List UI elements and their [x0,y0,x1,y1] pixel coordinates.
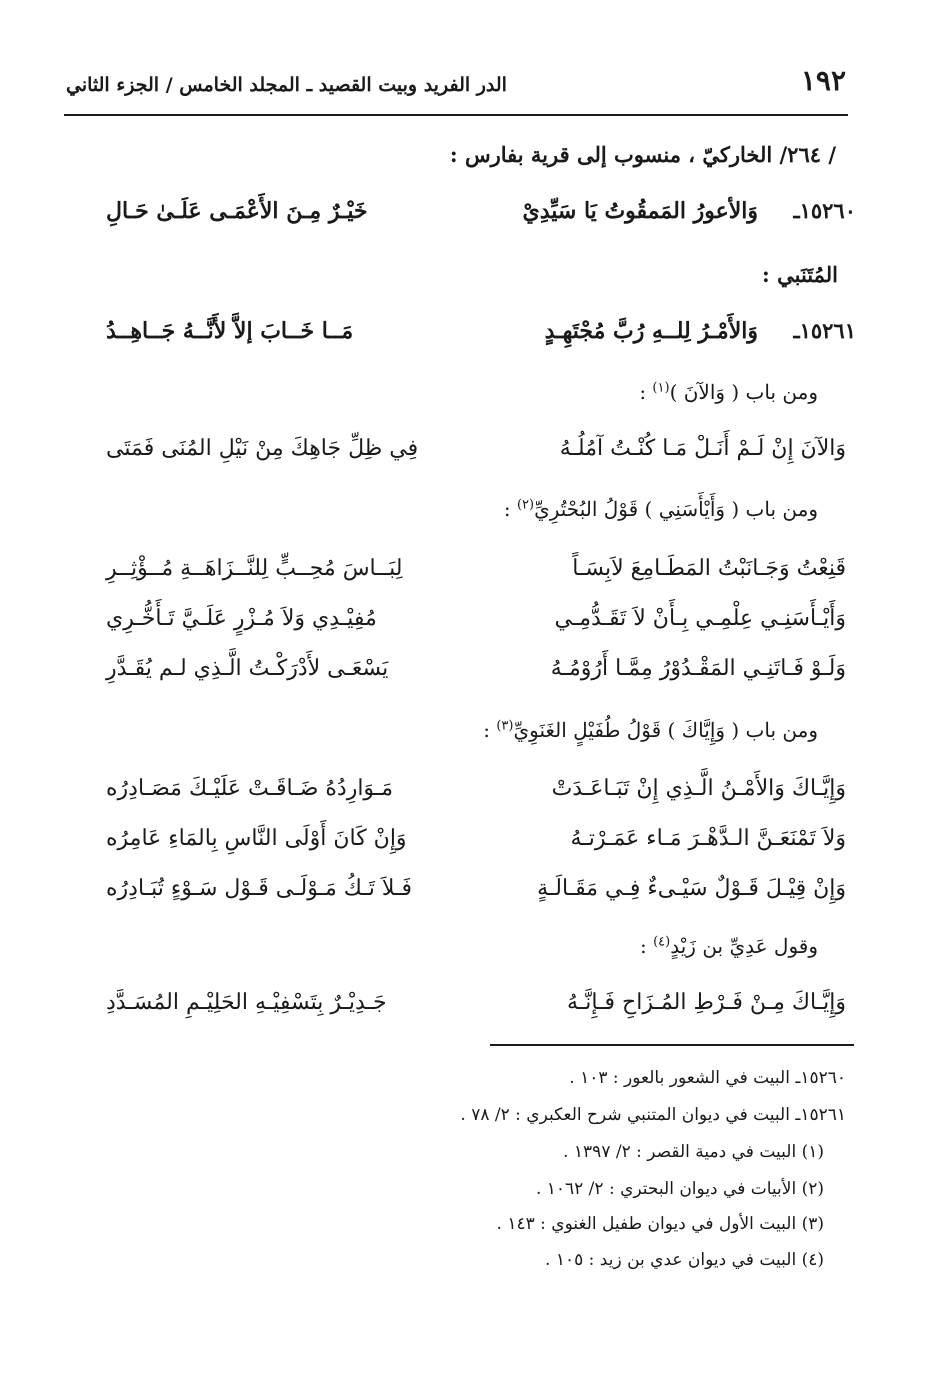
footnote-marker: (٤) [653,934,671,950]
footnote: (٤) البيت في ديوان عدي بن زيد : ١٠٥ . [545,1250,824,1270]
verse-number: ١٥٢٦١ـ [793,318,856,343]
verse-row [106,556,846,608]
intro-tail: : [639,934,654,958]
footnote-marker: (١) [652,380,670,396]
intro-tail: : [639,380,653,404]
verse-first-hemistich: وَالآنَ إِنْ لَـمْ أَنَـلْ مَـا كُنْـتُ آمُلُـهُ [559,436,846,461]
footnote-marker: (٣) [496,718,514,734]
entry-heading: / ٢٦٤/ الخاركيّ ، منسوب إلى قرية بفارس : [449,142,836,167]
section-intro [483,718,818,742]
verse-row [106,776,846,828]
section-intro [504,497,818,521]
verse-second-hemistich: فَـلاَ تَـكُ مَـوْلَـى قَـوْل سَـوْءٍ تُبَـادِرُه [106,876,413,901]
intro-tail: : [503,497,517,521]
verse-second-hemistich: وَإِنْ كَانَ أَوْلَى النَّاسِ بِالمَاءِ عَامِرُه [106,826,407,851]
verse-second-hemistich: فِي ظِلِّ جَاهِكَ مِنْ نَيْلِ المُنَى فَمَتَى [106,436,419,461]
section-intro [639,380,818,404]
verse-15261 [106,318,856,370]
verse-first-hemistich: وَالأَمْـرُ لِلــهِ رُبَّ مُجْتَهِـدٍ [544,318,758,344]
running-title: الدر الفريد وبيت القصيد ـ المجلد الخامس / الجزء الثاني [66,74,507,96]
footnote-divider [490,1044,854,1046]
verse-first-hemistich: وَإِيَّـاكَ مِـنْ فَـرْطِ المُـزَاحِ فَـإِنَّـهُ [567,990,846,1015]
verse-first-hemistich: قَنِعْتُ وَجَـانَبْتُ المَطَـامِعَ لاَبِسَـاً [572,556,846,581]
verse-row [106,436,846,488]
verse-second-hemistich: مُفِيْـدِي وَلاَ مُـزْرٍ عَلَـيَّ تَـأَخُّـرِي [106,606,377,631]
page-header [66,62,846,110]
footnote-marker: (٢) [516,497,535,513]
verse-first-hemistich: وَإِنْ قِيْـلَ قَـوْلٌ سَيْـىءٌ فِـي مَقَـالَـةٍ [537,876,846,901]
intro-tail: : [483,718,497,742]
footnote: (٢) الأبيات في ديوان البحتري : ٢/ ١٠٦٢ . [535,1179,824,1199]
verse-first-hemistich: وَإِيَّـاكَ وَالأَمْـنُ الَّـذِي إِنْ تَبَـاعَـدَتْ [551,776,846,801]
footnote: (٣) البيت الأول في ديوان طفيل الغنوي : ١٤٣ . [496,1214,824,1234]
verse-second-hemistich: لِبَــاسَ مُحِــبٍّ لِلنَّــزَاهَــةِ مُــؤْثِــرِ [106,556,403,581]
footnote: ١٥٢٦١ـ البيت في ديوان المتنبي شرح العكبري : ٢/ ٧٨ . [460,1105,846,1125]
page-number: ١٩٢ [800,64,846,97]
verse-first-hemistich: وَالأعورُ المَمقُوتُ يَا سَيِّدِيْ [522,198,758,224]
footnote: (١) البيت في دمية القصر : ٢/ ١٣٩٧ . [563,1142,824,1162]
verse-15260 [106,198,856,250]
verse-second-hemistich: يَسْعَـى لأَدْرَكْـتُ الَّـذِي لـم يُقَـدَّرِ [106,656,389,681]
verse-second-hemistich: جَـدِيْـرٌ بِتَسْفِيْـهِ الحَلِيْـمِ المُسَـدَّدِ [106,990,387,1015]
verse-second-hemistich: خَيْـرٌ مِـنَ الأَعْمَـى عَلَـىٰ حَـالِ [106,198,368,224]
verse-row [106,656,846,708]
verse-first-hemistich: وَلاَ تَمْنَعَـنَّ الـدَّهْـرَ مَـاء عَمَـرْتـهُ [570,826,846,851]
verse-number: ١٥٢٦٠ـ [793,198,856,223]
verse-row [106,826,846,878]
verse-continuation: المُتَنَبي : [762,262,838,287]
verse-second-hemistich: مَــا خَــابَ إلاَّ لأَنَّــهُ جَــاهِــدُ [106,318,354,344]
verse-row [106,876,846,928]
intro-text: ومن باب ( وَالآنَ ) [669,380,818,404]
intro-text: وقول عَدِيِّ بن زَيْدٍ [670,934,818,958]
verse-first-hemistich: وَلَـوْ فَـاتَنِـي المَقْـدُوْرُ مِمَّـا أَرُوْمُـهُ [550,656,846,681]
verse-first-hemistich: وَأَيْـأَسَنِـي عِلْمِـي بِـأَنْ لاَ تَقَـدُّمِـي [554,606,846,631]
verse-row [106,606,846,658]
intro-text: ومن باب ( وَإِيَّاكَ ) قَوْلُ طُفَيْلٍ الغَنَوِيِّ [513,718,818,742]
footnote: ١٥٢٦٠ـ البيت في الشعور بالعور : ١٠٣ . [569,1068,846,1088]
section-intro [640,934,818,958]
verse-second-hemistich: مَـوَارِدُهُ ضَـاقَـتْ عَلَيْـكَ مَصَـادِرُه [106,776,394,801]
verse-row [106,990,846,1042]
intro-text: ومن باب ( وَأَيْأَسَنِي ) قَوْلُ البُحْتُرِيِّ [534,497,818,521]
header-divider [64,114,848,116]
